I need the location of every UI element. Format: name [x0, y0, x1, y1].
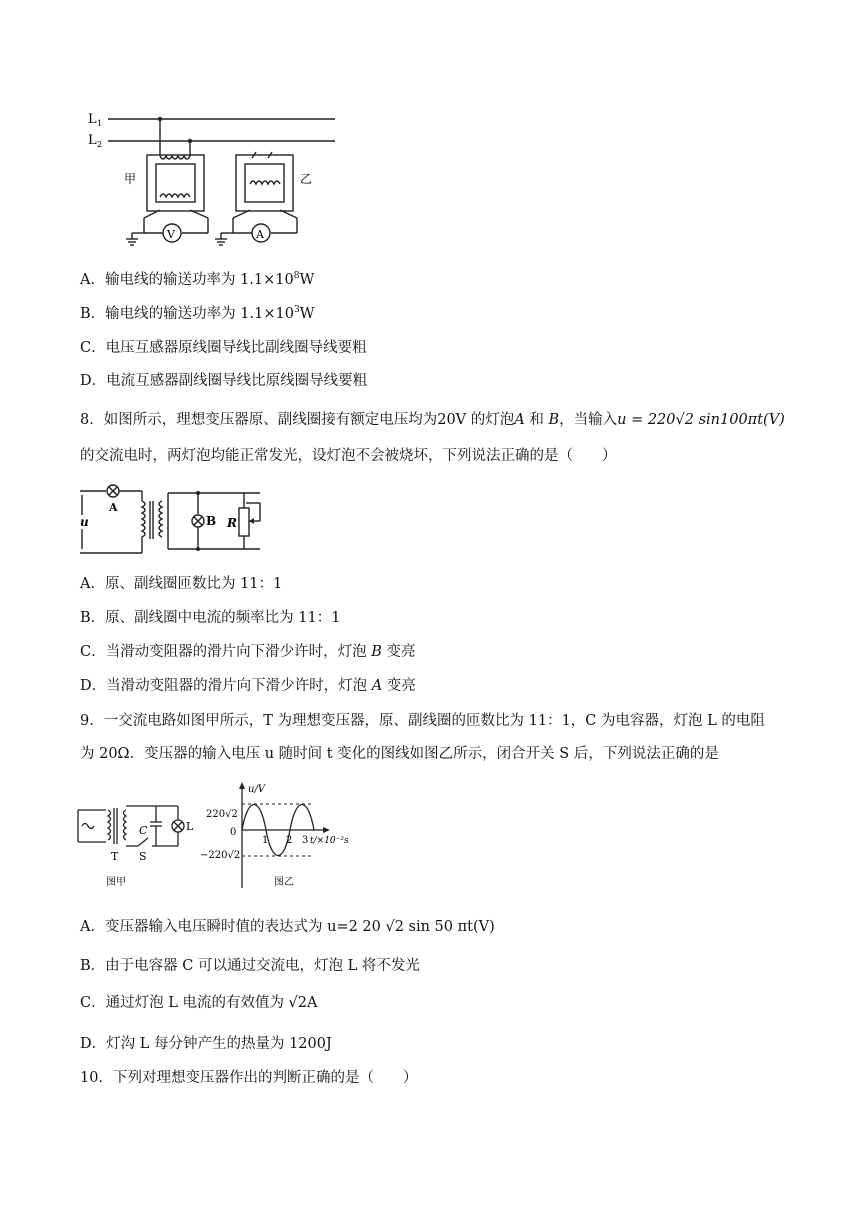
q7-option-b-text: B．输电线的输送功率为 1.1×10: [80, 306, 294, 322]
q8-stem-line2: 的交流电时，两灯泡均能正常发光，设灯泡不会被烧坏，下列说法正确的是（ ）: [80, 448, 617, 464]
q8-option-d: [80, 676, 416, 696]
q8-circuit-figure: [78, 481, 278, 557]
x-tick-2: 2: [286, 835, 293, 846]
q10-stem: 10．下列对理想变压器作出的判断正确的是（ ）: [80, 1070, 418, 1086]
q8-u-label: u: [80, 515, 89, 529]
q9-fig-l-label: L: [186, 820, 194, 833]
q8-option-c-text: C．当滑动变阻器的滑片向下滑少许时，灯泡: [80, 644, 367, 660]
q9-option-d: D．灯沟 L 每分钟产生的热量为 1200J: [80, 1036, 332, 1052]
q9-option-a: A．变压器输入电压瞬时值的表达式为 u=2 20 √2 sin 50 πt(V): [80, 919, 495, 935]
y-tick-zero: 0: [230, 827, 237, 838]
q8-stem-text-2: ，当输入: [559, 412, 618, 428]
q8-option-c-lamp: B: [371, 644, 382, 660]
q8-option-a: A．原、副线圈匝数比为 11：1: [80, 576, 283, 592]
y-tick-positive: 220√2: [206, 809, 238, 820]
q7-option-a-unit: W: [299, 272, 315, 288]
q8-fig-r-label: R: [227, 516, 237, 530]
l2-label: L: [88, 133, 97, 148]
q9-fig-t-label: T: [111, 850, 119, 863]
y-tick-negative: −220√2: [200, 850, 241, 861]
ammeter-label: A: [256, 228, 264, 241]
q9-figure: [76, 780, 356, 892]
y-axis-label: u/V: [248, 784, 266, 795]
q7-option-b-unit: W: [299, 306, 315, 322]
q7-option-a-text: A．输电线的输送功率为 1.1×10: [80, 272, 294, 288]
q8-option-c-suffix: 变亮: [386, 644, 416, 660]
voltmeter-label: V: [167, 228, 175, 241]
q8-lamp-b: B: [548, 412, 560, 428]
q8-stem-line1: [80, 410, 785, 430]
q9-stem-line1: 9．一交流电路如图甲所示，T 为理想变压器，原、副线圈的匝数比为 11：1，C 为电容器，灯泡 L 的电阻: [80, 713, 765, 729]
jia-label: 甲: [124, 172, 137, 186]
x-axis-label: t/×10⁻²s: [310, 836, 349, 846]
l1-label: L: [88, 112, 97, 127]
q7-option-a-exponent: 8: [293, 271, 300, 282]
q8-fig-a-label: A: [109, 501, 118, 514]
q8-stem-and: 和: [529, 412, 544, 428]
l2-subscript: 2: [97, 140, 103, 149]
q7-option-d: D．电流互感器副线圈导线比原线圈导线要粗: [80, 373, 368, 389]
q8-option-d-lamp: A: [371, 678, 383, 694]
q8-lamp-a: A: [514, 412, 525, 428]
q7-option-b-exponent: 3: [293, 305, 300, 316]
q7-option-c: C．电压互感器原线圈导线比副线圈导线要粗: [80, 340, 367, 356]
q9-option-b: B．由于电容器 C 可以通过交流电，灯泡 L 将不发光: [80, 958, 420, 974]
fig-jia-caption: 图甲: [106, 877, 126, 888]
q9-option-c: C．通过灯泡 L 电流的有效值为 √2A: [80, 995, 318, 1011]
q7-option-b: [80, 304, 315, 324]
l1-subscript: 1: [97, 119, 103, 128]
q7-option-a: [80, 270, 314, 290]
q9-fig-c-label: C: [139, 824, 148, 837]
q9-stem-line2: 为 20Ω．变压器的输入电压 u 随时间 t 变化的图线如图乙所示，闭合开关 S 后，下列说法正确的是: [80, 746, 719, 762]
q8-formula: u = 220√2 sin100πt(V): [617, 412, 785, 428]
q8-option-c: [80, 642, 415, 662]
q9-fig-s-label: S: [139, 850, 147, 863]
x-tick-3: 3: [302, 835, 309, 846]
q8-option-d-suffix: 变亮: [386, 678, 416, 694]
yi-label: 乙: [300, 172, 313, 186]
fig-yi-caption: 图乙: [274, 877, 294, 888]
x-tick-1: 1: [262, 835, 269, 846]
q7-transformer-figure: [80, 100, 350, 250]
q8-option-d-text: D．当滑动变阻器的滑片向下滑少许时，灯泡: [80, 678, 368, 694]
q8-option-b: B．原、副线圈中电流的频率比为 11：1: [80, 610, 341, 626]
q8-stem-text: 8．如图所示，理想变压器原、副线圈接有额定电压均为20V 的灯泡: [80, 412, 515, 428]
q8-fig-b-label: B: [206, 514, 217, 528]
